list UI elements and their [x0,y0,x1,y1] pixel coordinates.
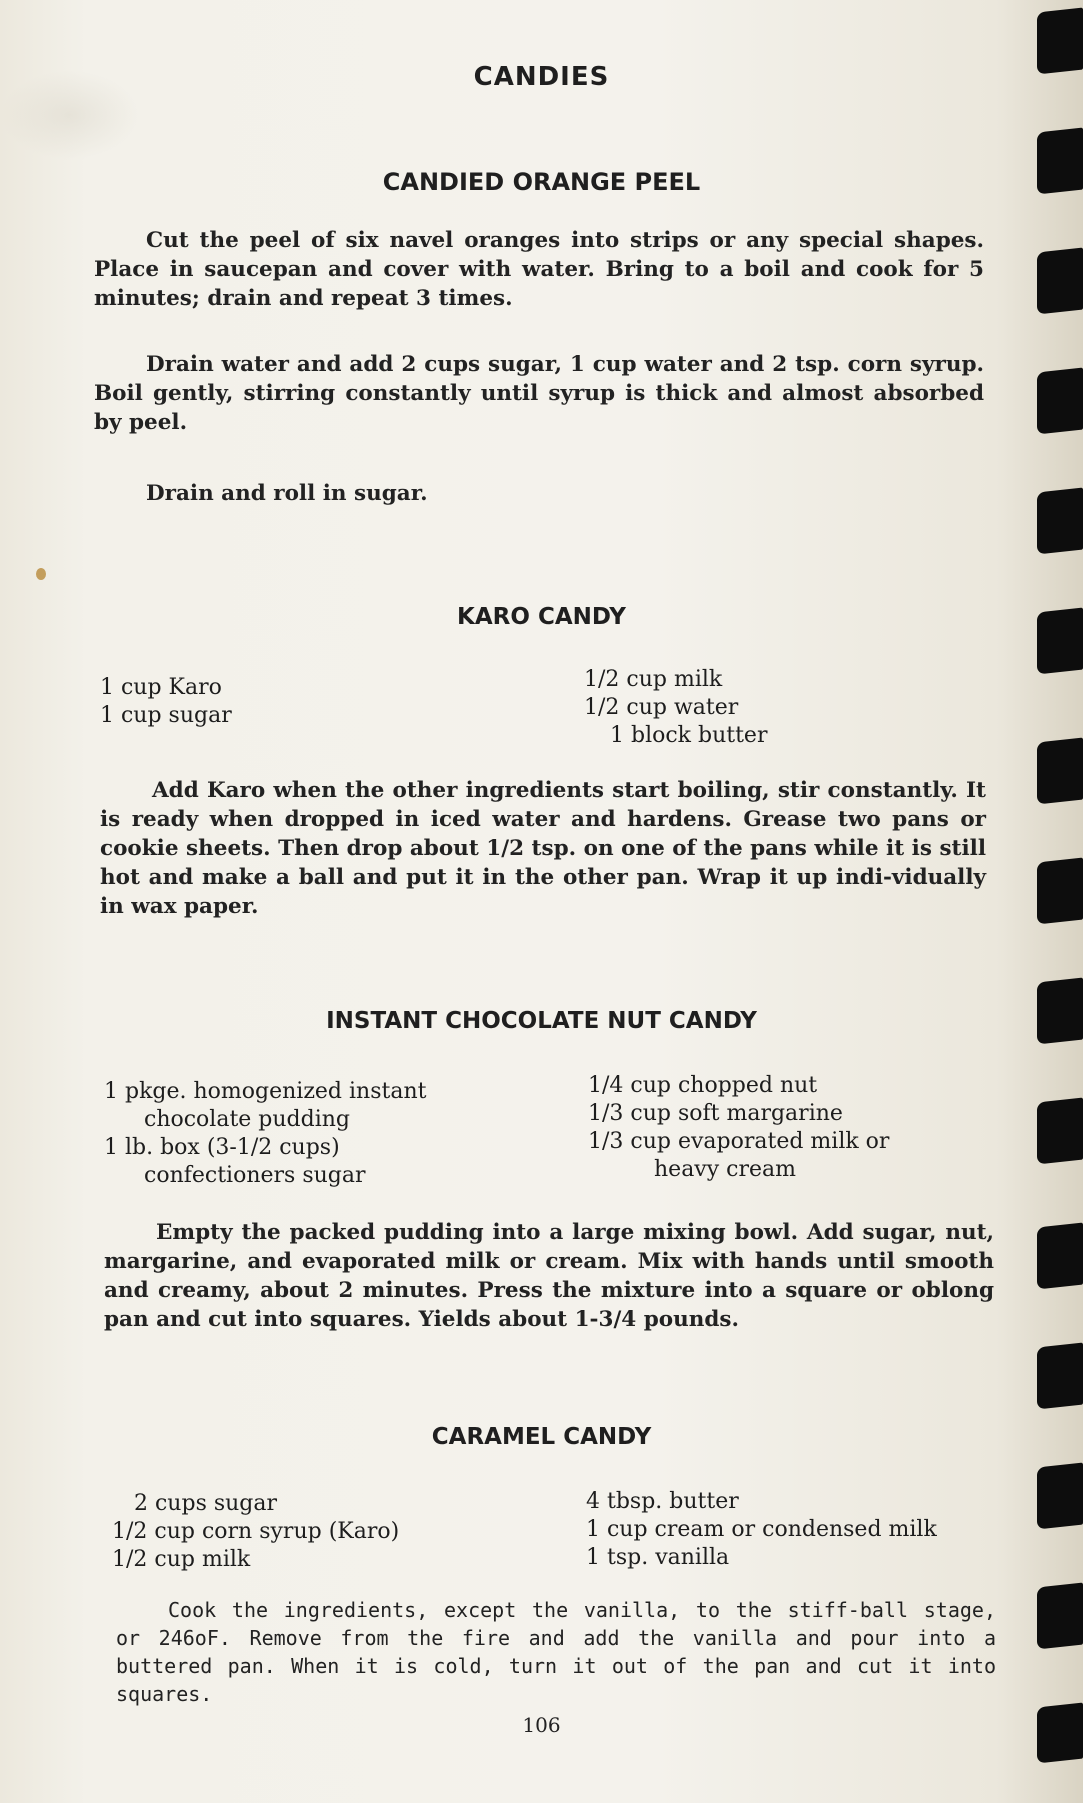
page-number: 106 [522,1713,561,1737]
recipe-paragraph [104,1218,994,1334]
spiral-binding [1017,0,1083,1803]
ingredient-list-right [586,1488,937,1572]
paragraph-text: Cook the ingredients, except the vanilla, to the stiff-ball stage, or 246oF. Remove from the fire and add the vanilla and pour into a buttered pan. When it is cold, turn it out of the pan and cut it into squares. [116,1598,996,1706]
ingredient: heavy cream [654,1157,796,1182]
paragraph-text: Drain and roll in sugar. [146,481,428,506]
ingredient: 1 lb. box (3-1/2 cups) [104,1135,340,1160]
binding-coil [1037,1098,1083,1165]
ingredient-list-left [104,1078,426,1190]
paper-stain [36,568,46,580]
recipe-title: CANDIED ORANGE PEEL [382,168,701,196]
binding-coil [1037,978,1083,1045]
ingredient: 1 cup Karo [100,675,222,700]
binding-coil [1037,488,1083,555]
paragraph-text: Add Karo when the other ingredients start boiling, stir constantly. It is ready when dropped in iced water and hardens. Grease two pans or cookie sheets. Then drop about 1/2 tsp. on one of the pans while it is still hot and make a ball and put it in the other pan. Wrap it up indi-vidually in wax paper. [100,778,986,919]
section-title: CANDIES [473,62,610,92]
recipe-paragraph [94,226,984,313]
ingredient: 1/2 cup corn syrup (Karo) [112,1519,400,1544]
recipe-paragraph [94,350,984,437]
ingredient: 1 cup sugar [100,703,232,728]
binding-coil [1037,738,1083,805]
binding-coil [1037,1583,1083,1650]
paragraph-text: Empty the packed pudding into a large mixing bowl. Add sugar, nut, margarine, and evaporated milk or cream. Mix with hands until smooth and creamy, about 2 minutes. Press the mixture into a square or oblong pan and cut into squares. Yields about 1-3/4 pounds. [104,1220,994,1332]
recipe-title: INSTANT CHOCOLATE NUT CANDY [326,1008,757,1034]
ingredient: 1/3 cup soft margarine [588,1101,843,1126]
binding-coil [1037,1343,1083,1410]
ingredient-list-right [584,666,767,750]
ingredient: 1/4 cup chopped nut [588,1073,818,1098]
ingredient: 1/2 cup milk [112,1547,251,1572]
ingredient-list-left [112,1490,399,1574]
ingredient: 1 pkge. homogenized instant [104,1079,427,1104]
ingredient: confectioners sugar [144,1163,366,1188]
recipe-paragraph [100,776,986,921]
binding-coil [1037,1223,1083,1290]
ingredient: 4 tbsp. butter [586,1489,739,1514]
binding-coil [1037,248,1083,315]
binding-coil [1037,608,1083,675]
recipe-title: CARAMEL CANDY [431,1424,652,1450]
recipe-paragraph [94,479,984,508]
recipe-title: KARO CANDY [457,604,626,630]
binding-coil [1037,1463,1083,1530]
ingredient-list-right [588,1072,889,1184]
paragraph-text: Cut the peel of six navel oranges into strips or any special shapes. Place in saucepan and cover with water. Bring to a boil and cook for 5 minutes; drain and repeat 3 times. [94,228,984,311]
ingredient: chocolate pudding [144,1107,351,1132]
ingredient: 1/2 cup milk [584,667,723,692]
paragraph-text: Drain water and add 2 cups sugar, 1 cup water and 2 tsp. corn syrup. Boil gently, stirring constantly until syrup is thick and almost absorbed by peel. [94,352,984,435]
binding-coil [1037,128,1083,195]
recipe-paragraph [116,1596,996,1708]
ingredient: 1 cup cream or condensed milk [586,1517,937,1542]
ingredient: 2 cups sugar [134,1491,278,1516]
binding-coil [1037,858,1083,925]
binding-coil [1037,368,1083,435]
ingredient-list-left [100,674,232,730]
binding-coil [1037,1703,1083,1764]
ingredient: 1 tsp. vanilla [586,1545,730,1570]
ingredient: 1 block butter [610,723,768,748]
ingredient: 1/2 cup water [584,695,739,720]
binding-coil [1037,8,1083,75]
ingredient: 1/3 cup evaporated milk or [588,1129,890,1154]
